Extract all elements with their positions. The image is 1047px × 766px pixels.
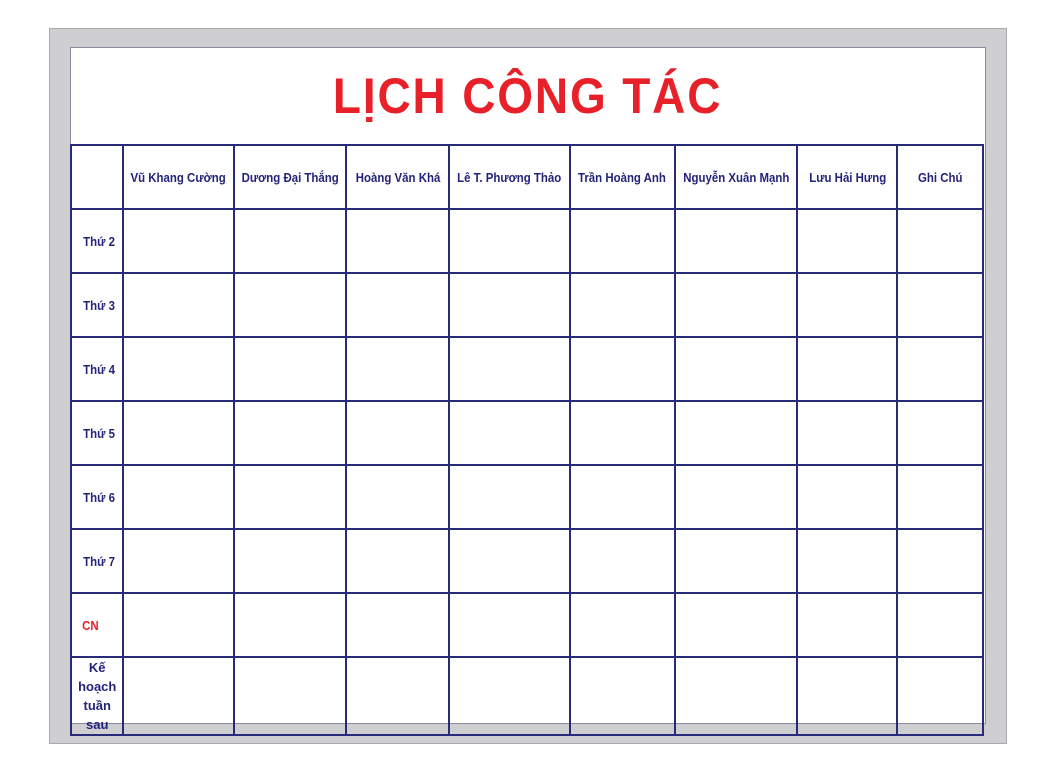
schedule-cell[interactable] [797,593,897,657]
corner-cell [71,145,123,209]
column-header-notes: Ghi Chú [897,145,983,209]
schedule-cell[interactable] [797,657,897,735]
schedule-cell[interactable] [449,273,569,337]
row-label: Thứ 5 [71,401,123,465]
schedule-cell[interactable] [449,337,569,401]
column-header: Trần Hoàng Anh [570,145,675,209]
row-label-sunday: CN [71,593,123,657]
column-header: Hoàng Văn Khá [346,145,449,209]
column-header: Vũ Khang Cường [123,145,233,209]
notes-cell[interactable] [897,593,983,657]
schedule-cell[interactable] [234,465,346,529]
table-row [71,273,983,337]
schedule-cell[interactable] [234,273,346,337]
schedule-cell[interactable] [346,273,449,337]
table-row [71,657,983,735]
schedule-cell[interactable] [449,657,569,735]
schedule-cell[interactable] [570,465,675,529]
notes-cell[interactable] [897,657,983,735]
column-header: Lưu Hải Hưng [797,145,897,209]
schedule-cell[interactable] [123,337,233,401]
schedule-cell[interactable] [123,401,233,465]
schedule-board [70,47,986,732]
schedule-cell[interactable] [234,657,346,735]
column-header: Lê T. Phương Thảo [449,145,569,209]
table-row [71,209,983,273]
schedule-cell[interactable] [675,529,798,593]
schedule-cell[interactable] [797,337,897,401]
schedule-cell[interactable] [123,273,233,337]
schedule-cell[interactable] [675,273,798,337]
schedule-cell[interactable] [570,529,675,593]
schedule-cell[interactable] [675,337,798,401]
row-label: Thứ 4 [71,337,123,401]
schedule-cell[interactable] [675,657,798,735]
row-label-next-week-plan: Kế hoạch tuần sau [71,657,123,735]
schedule-cell[interactable] [449,465,569,529]
schedule-cell[interactable] [797,209,897,273]
schedule-cell[interactable] [449,401,569,465]
schedule-cell[interactable] [570,273,675,337]
schedule-cell[interactable] [234,401,346,465]
schedule-cell[interactable] [797,273,897,337]
row-label: Thứ 3 [71,273,123,337]
schedule-cell[interactable] [449,529,569,593]
schedule-cell[interactable] [234,593,346,657]
notes-cell[interactable] [897,465,983,529]
schedule-cell[interactable] [675,593,798,657]
notes-cell[interactable] [897,209,983,273]
row-label: Thứ 6 [71,465,123,529]
schedule-cell[interactable] [123,465,233,529]
schedule-cell[interactable] [234,209,346,273]
column-header: Nguyễn Xuân Mạnh [675,145,798,209]
schedule-cell[interactable] [234,337,346,401]
row-label: Thứ 2 [71,209,123,273]
schedule-cell[interactable] [123,209,233,273]
schedule-cell[interactable] [123,593,233,657]
notes-cell[interactable] [897,401,983,465]
schedule-cell[interactable] [797,529,897,593]
schedule-cell[interactable] [675,401,798,465]
schedule-cell[interactable] [797,465,897,529]
schedule-cell[interactable] [675,209,798,273]
schedule-cell[interactable] [570,593,675,657]
notes-cell[interactable] [897,337,983,401]
table-row [71,465,983,529]
table-row [71,337,983,401]
schedule-cell[interactable] [570,337,675,401]
schedule-cell[interactable] [675,465,798,529]
table-row [71,529,983,593]
schedule-cell[interactable] [346,529,449,593]
schedule-cell[interactable] [346,465,449,529]
schedule-cell[interactable] [570,657,675,735]
header-row [71,145,983,209]
schedule-cell[interactable] [346,209,449,273]
board-title: LỊCH CÔNG TÁC [333,68,723,124]
title-area [71,48,985,144]
notes-cell[interactable] [897,529,983,593]
schedule-cell[interactable] [346,593,449,657]
schedule-table [70,144,984,736]
schedule-cell[interactable] [570,209,675,273]
column-header: Dương Đại Thắng [234,145,346,209]
table-row [71,593,983,657]
schedule-cell[interactable] [234,529,346,593]
schedule-cell[interactable] [346,401,449,465]
schedule-cell[interactable] [797,401,897,465]
schedule-cell[interactable] [346,337,449,401]
schedule-cell[interactable] [449,209,569,273]
table-row [71,401,983,465]
schedule-cell[interactable] [123,529,233,593]
notes-cell[interactable] [897,273,983,337]
schedule-cell[interactable] [449,593,569,657]
schedule-cell[interactable] [570,401,675,465]
schedule-cell[interactable] [123,657,233,735]
row-label: Thứ 7 [71,529,123,593]
schedule-cell[interactable] [346,657,449,735]
